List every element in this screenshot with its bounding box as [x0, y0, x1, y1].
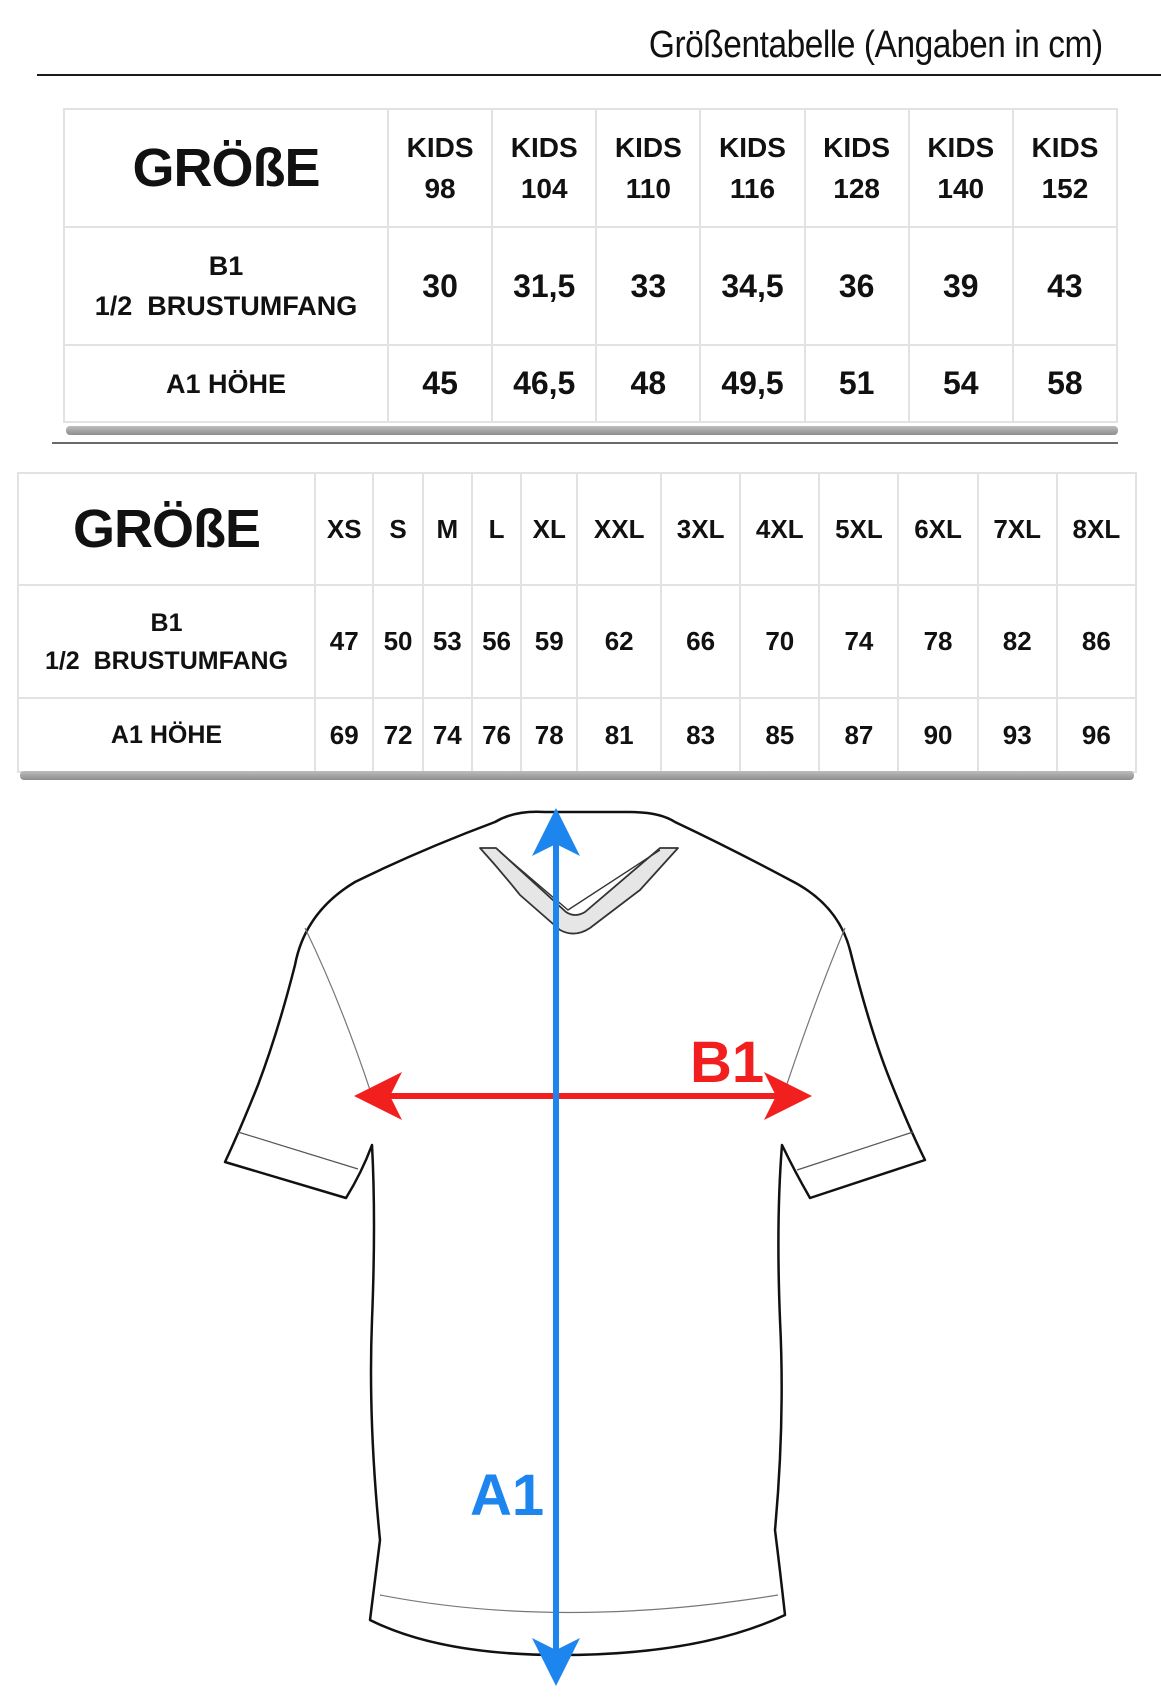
adult-b1-label: [18, 585, 315, 698]
kids-b1-cell: 30: [388, 227, 492, 345]
adult-a1-cell: 74: [423, 698, 472, 772]
adult-size-heading: GRÖßE: [18, 473, 315, 585]
adult-a1-cell: 69: [315, 698, 373, 772]
size-prefix: KIDS: [719, 132, 786, 163]
adult-b1-cell: 56: [472, 585, 521, 698]
adult-header-row: [18, 473, 1136, 585]
b1-label-text: 1/2 BRUSTUMFANG: [94, 291, 358, 321]
kids-a1-label: A1 HÖHE: [64, 345, 388, 422]
adult-a1-cell: 93: [978, 698, 1057, 772]
adult-a1-cell: 83: [661, 698, 740, 772]
kids-size-col: [388, 109, 492, 227]
b1-label-text: 1/2 BRUSTUMFANG: [44, 646, 289, 675]
size-number: 110: [625, 173, 671, 204]
kids-a1-cell: 51: [805, 345, 909, 422]
adult-size-col: 8XL: [1057, 473, 1136, 585]
kids-a1-cell: 45: [388, 345, 492, 422]
kids-b1-cell: 33: [596, 227, 700, 345]
adult-b1-cell: 53: [423, 585, 472, 698]
title-divider: [37, 74, 1161, 76]
kids-b1-cell: 43: [1013, 227, 1117, 345]
adult-b1-cell: 59: [521, 585, 577, 698]
adult-a1-cell: 85: [740, 698, 819, 772]
table-separator: [52, 442, 1118, 444]
adult-a1-cell: 90: [898, 698, 977, 772]
adult-table-shadow: [20, 771, 1134, 780]
kids-size-col: [1013, 109, 1117, 227]
adult-size-col: M: [423, 473, 472, 585]
adult-size-col: 3XL: [661, 473, 740, 585]
kids-b1-row: [64, 227, 1117, 345]
size-number: 98: [424, 173, 456, 204]
kids-size-col: [596, 109, 700, 227]
adult-b1-cell: 74: [819, 585, 898, 698]
adult-b1-cell: 82: [978, 585, 1057, 698]
adult-b1-row: [18, 585, 1136, 698]
adult-b1-cell: 62: [577, 585, 661, 698]
kids-size-col: [700, 109, 804, 227]
adult-a1-row: [18, 698, 1136, 772]
kids-a1-cell: 46,5: [492, 345, 596, 422]
adult-b1-cell: 66: [661, 585, 740, 698]
adult-a1-label: A1 HÖHE: [18, 698, 315, 772]
adult-a1-cell: 78: [521, 698, 577, 772]
kids-table-shadow: [66, 426, 1118, 435]
adult-size-table: [17, 472, 1137, 773]
kids-header-row: [64, 109, 1117, 227]
adult-a1-cell: 87: [819, 698, 898, 772]
page-title: Größentabelle (Angaben in cm): [649, 24, 1103, 66]
size-number: 116: [729, 173, 776, 204]
size-prefix: KIDS: [927, 132, 995, 163]
kids-b1-cell: 36: [805, 227, 909, 345]
b1-label-code: B1: [150, 608, 183, 637]
adult-b1-cell: 86: [1057, 585, 1136, 698]
adult-size-col: 6XL: [898, 473, 977, 585]
a1-marker-label: A1: [470, 1463, 545, 1528]
adult-size-col: 7XL: [978, 473, 1057, 585]
adult-size-col: XS: [315, 473, 373, 585]
adult-size-col: S: [373, 473, 422, 585]
adult-b1-cell: 50: [373, 585, 422, 698]
adult-a1-cell: 96: [1057, 698, 1136, 772]
kids-size-col: [492, 109, 596, 227]
kids-a1-row: [64, 345, 1117, 422]
size-prefix: KIDS: [614, 132, 682, 163]
kids-size-col: [805, 109, 909, 227]
kids-a1-cell: 48: [596, 345, 700, 422]
b1-label-code: B1: [208, 251, 244, 281]
kids-size-heading: GRÖßE: [64, 109, 388, 227]
kids-b1-cell: 31,5: [492, 227, 596, 345]
b1-marker-label: B1: [690, 1030, 765, 1095]
size-number: 152: [1041, 173, 1089, 204]
kids-b1-cell: 39: [909, 227, 1013, 345]
size-number: 104: [520, 173, 568, 204]
adult-b1-cell: 70: [740, 585, 819, 698]
adult-a1-cell: 76: [472, 698, 521, 772]
kids-size-table: [63, 108, 1118, 423]
adult-size-col: XXL: [577, 473, 661, 585]
kids-a1-cell: 49,5: [700, 345, 804, 422]
adult-a1-cell: 72: [373, 698, 422, 772]
size-number: 140: [937, 173, 985, 204]
size-prefix: KIDS: [823, 132, 891, 163]
adult-size-col: XL: [521, 473, 577, 585]
kids-a1-cell: 58: [1013, 345, 1117, 422]
adult-size-col: 4XL: [740, 473, 819, 585]
kids-b1-cell: 34,5: [700, 227, 804, 345]
size-number: 128: [833, 173, 880, 204]
adult-size-col: 5XL: [819, 473, 898, 585]
adult-a1-cell: 81: [577, 698, 661, 772]
adult-b1-cell: 47: [315, 585, 373, 698]
tshirt-outline: [225, 812, 925, 1655]
adult-size-col: L: [472, 473, 521, 585]
kids-a1-cell: 54: [909, 345, 1013, 422]
kids-b1-label: [64, 227, 388, 345]
size-prefix: KIDS: [1031, 132, 1099, 163]
kids-size-col: [909, 109, 1013, 227]
tshirt-measurement-diagram: [0, 800, 1161, 1700]
adult-b1-cell: 78: [898, 585, 977, 698]
size-prefix: KIDS: [510, 132, 578, 163]
size-prefix: KIDS: [406, 132, 474, 163]
